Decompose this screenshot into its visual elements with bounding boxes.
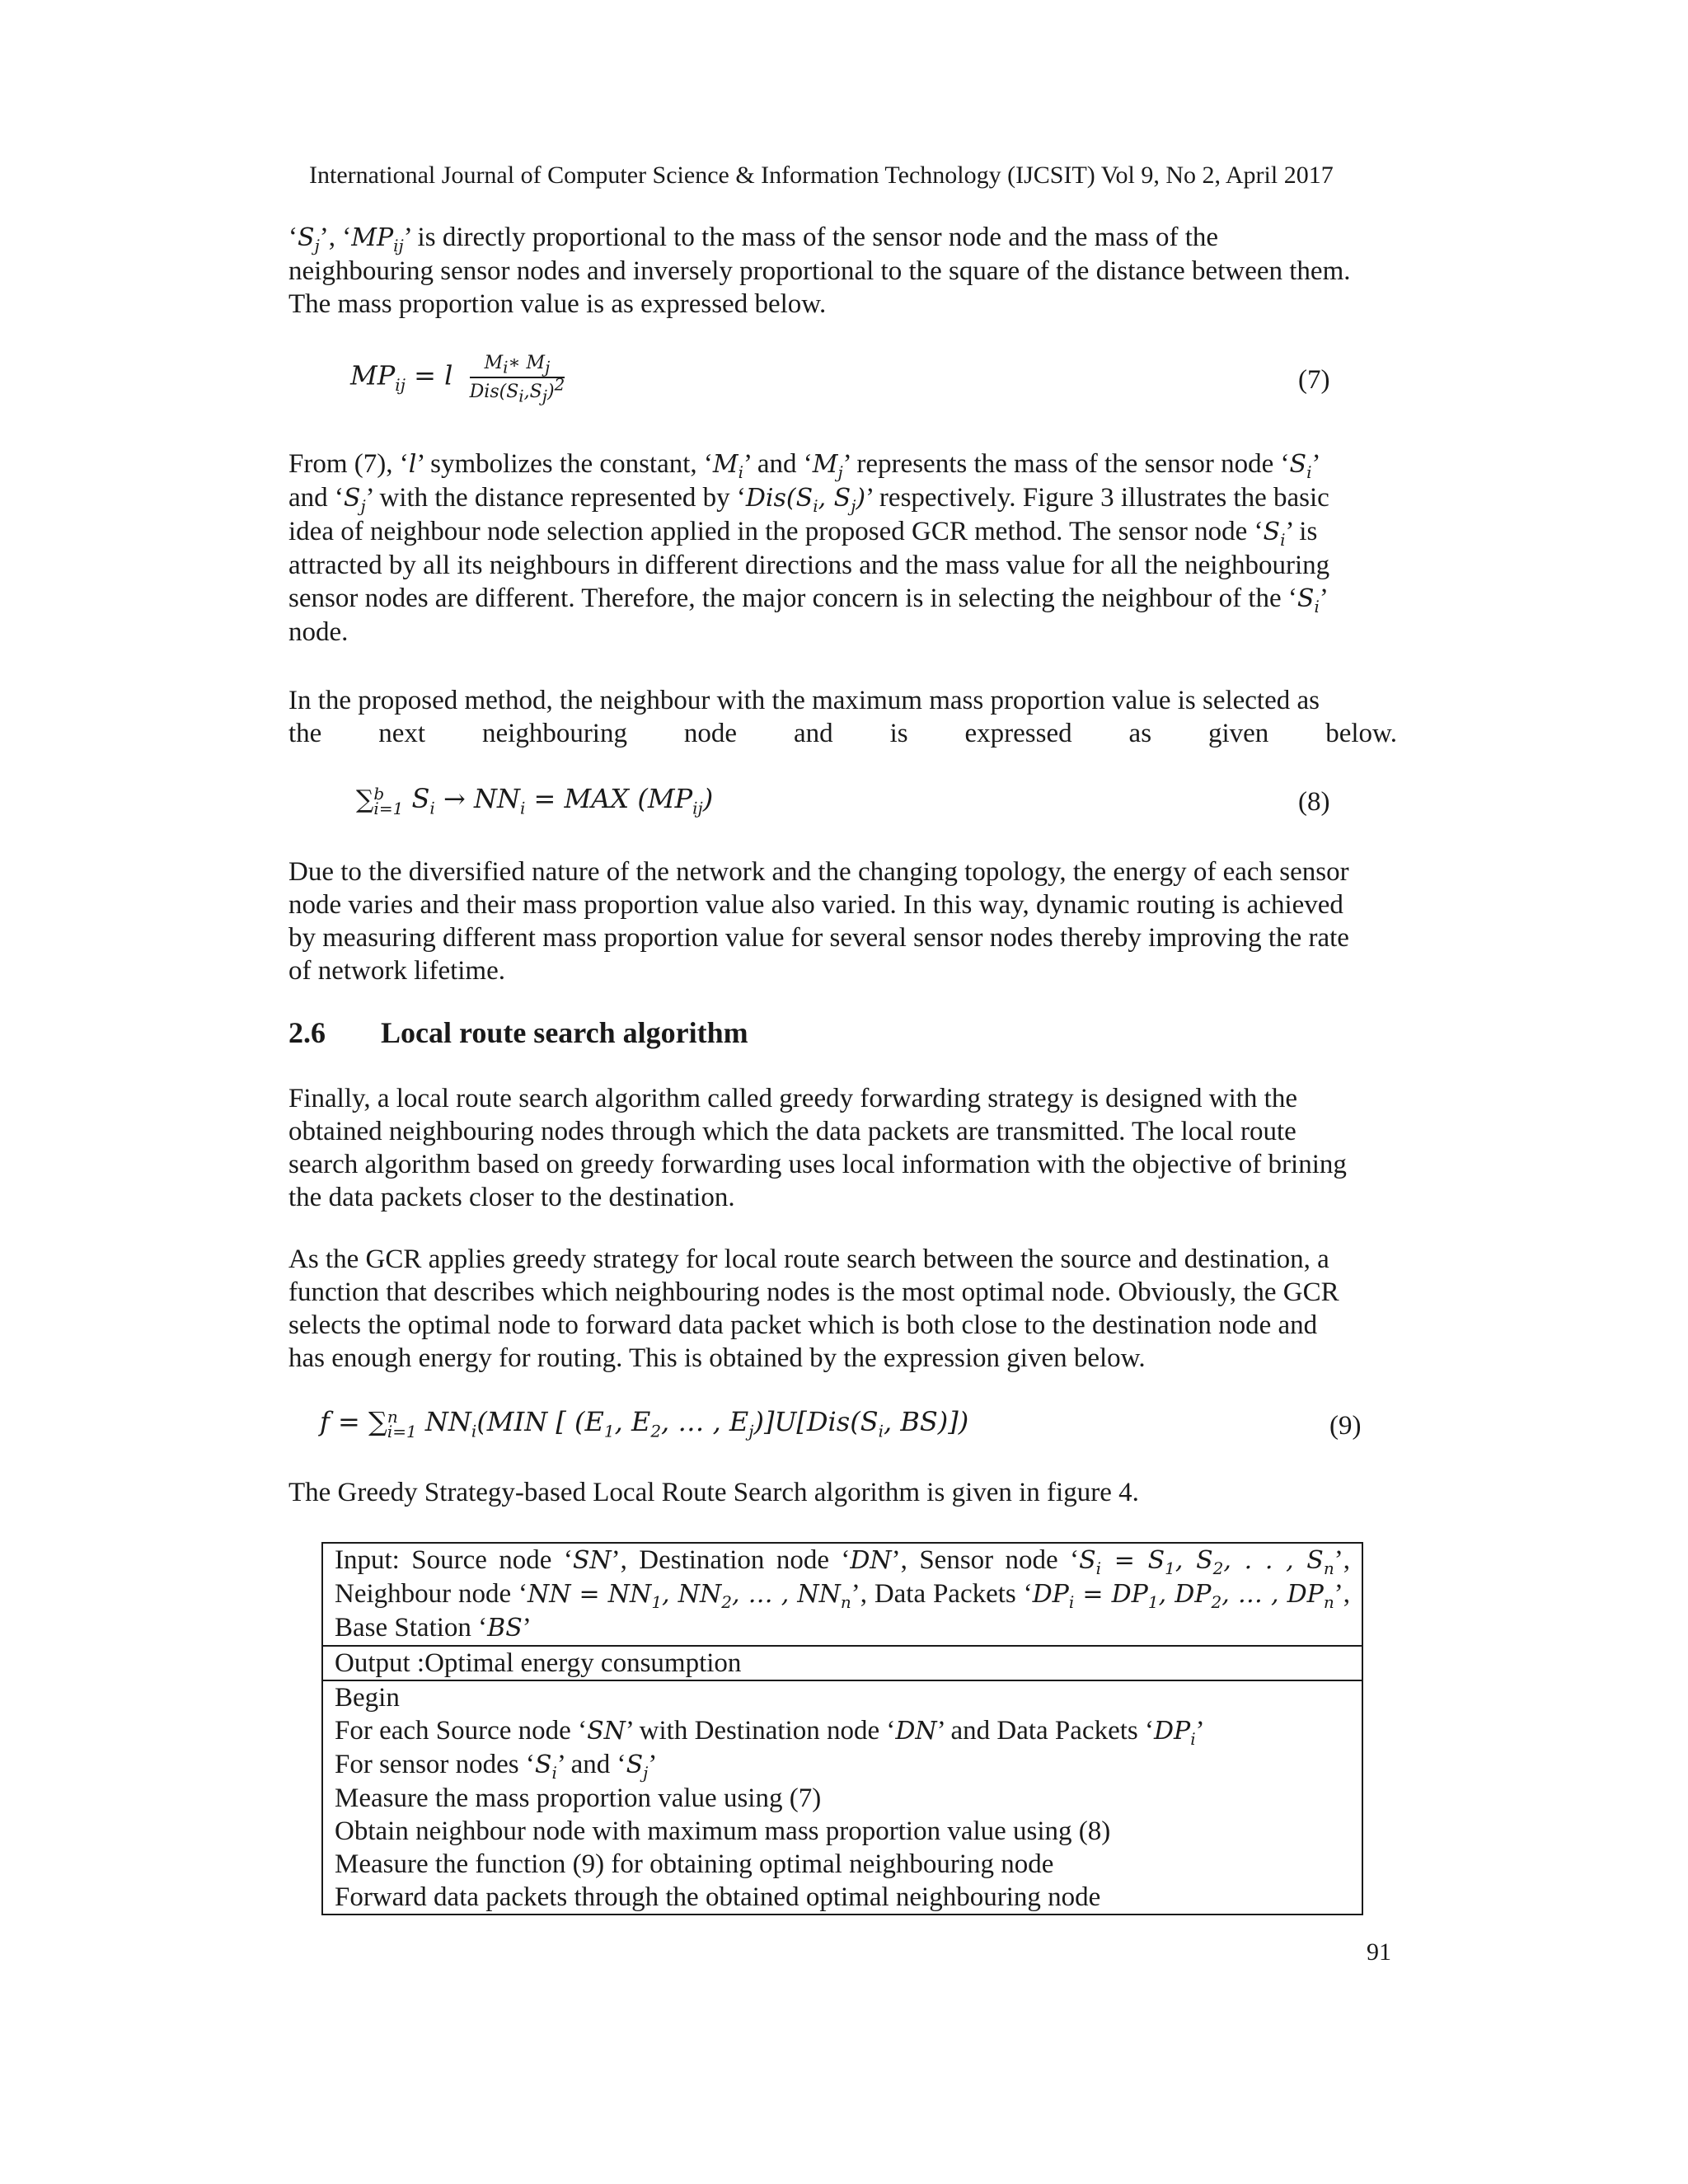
section-heading bbox=[288, 1015, 748, 1050]
paragraph-mass-proportion-intro: ‘$S_j$’, ‘$MP_{ij}$’ is directly proportional to the mass of the sensor node and the mass of the neighbouring sensor nodes and inversely proportional to the square of the distance between them. The mass proportion value is as expressed below. bbox=[288, 223, 1351, 319]
algorithm-output: Output :Optimal energy consumption bbox=[323, 1645, 1362, 1680]
equation-8-number: (8) bbox=[1298, 787, 1330, 817]
paragraph-max-mass-selection: In the proposed method, the neighbour with the maximum mass proportion value is selected as the next neighbouring node and is expressed as given below. bbox=[288, 686, 1397, 748]
page-number: 91 bbox=[1367, 1938, 1391, 1966]
paragraph-mass-definitions: From (7), ‘l’ symbolizes the constant, ‘$M_i$’ and ‘$M_j$’ represents the mass of the sensor node ‘$S_i$’ and ‘$S_j$’ with the distance represented by ‘$Dis(S_i$, $S_j$)’ respectively. Figure 3 illustrates the basic idea of neighbour node selection applied in the proposed GCR method. The sensor node ‘$S_i$’ is attracted by all its neighbours in different directions and the mass value for all the neighbouring sensor nodes are different. Therefore, the major concern is in selecting the neighbour of the ‘$S_i$’ node. bbox=[288, 449, 1330, 647]
equation-7-fraction: $\frac{M_i∗ M_j}{Dis(S_i,S_j)^2}$ bbox=[469, 353, 565, 406]
algorithm-box bbox=[321, 1542, 1363, 1915]
algorithm-step-begin: Begin bbox=[335, 1683, 400, 1713]
algorithm-input-line-1: Input: Source node ‘SN’, Destination node ‘DN’, Sensor node ‘$S_i = S_1$, $S_2$, . . , $S_n$’, bbox=[335, 1545, 1350, 1578]
section-number: 2.6 bbox=[288, 1016, 326, 1049]
paragraph-dynamic-routing: Due to the diversified nature of the network and the changing topology, the energy of each sensor node varies and their mass proportion value also varied. In this way, dynamic routing is achieved by measuring different mass proportion value for several sensor nodes thereby improving the rate of network lifetime. bbox=[288, 857, 1349, 986]
algorithm-step-3: Measure the mass proportion value using (7) bbox=[335, 1783, 822, 1813]
paragraph-figure-reference: The Greedy Strategy-based Local Route Search algorithm is given in figure 4. bbox=[288, 1478, 1139, 1507]
algorithm-input-line-3: Base Station ‘BS’ bbox=[335, 1613, 532, 1643]
algorithm-step-6: Forward data packets through the obtained optimal neighbouring node bbox=[335, 1882, 1101, 1912]
paragraph-greedy-forwarding: Finally, a local route search algorithm called greedy forwarding strategy is designed with the obtained neighbouring nodes through which the data packets are transmitted. The local route search algorithm based on greedy forwarding uses local information with the objective of brining the data packets closer to the destination. bbox=[288, 1084, 1347, 1212]
algorithm-step-1: For each Source node ‘SN’ with Destination node ‘DN’ and Data Packets ‘$DP_i$’ bbox=[335, 1716, 1205, 1749]
equation-7-number: (7) bbox=[1298, 365, 1330, 395]
equation-9: f = ∑ n i=1 $NN_i(MIN$ [ ($E_1$, $E_2$, … , $E_j)]U[Dis(S_i$, BS)]) bbox=[320, 1406, 969, 1441]
running-header: International Journal of Computer Science & Information Technology (IJCSIT) Vol 9, No 2, April 2017 bbox=[309, 162, 1334, 189]
paragraph-optimal-node-function: As the GCR applies greedy strategy for local route search between the source and destination, a function that describes which neighbouring nodes is the most optimal node. Obviously, the GCR selects the optimal node to forward data packet which is both close to the destination node and has enough energy for routing. This is obtained by the expression given below. bbox=[288, 1244, 1339, 1373]
algorithm-step-5: Measure the function (9) for obtaining optimal neighbouring node bbox=[335, 1849, 1054, 1879]
equation-9-number: (9) bbox=[1329, 1411, 1362, 1441]
algorithm-input bbox=[323, 1544, 1362, 1645]
equation-7: $MP_{ij} = l$ $\frac{M_i∗ M_j}{Dis(S_i,S_j)^2}$ bbox=[350, 353, 565, 406]
math-sj: $S_j$ bbox=[298, 223, 320, 255]
equation-8: ∑ b i=1 $S_i \to NN_i$ = MAX $(MP_{ij})$ bbox=[356, 783, 714, 818]
algorithm-steps bbox=[323, 1680, 1362, 1914]
algorithm-step-4: Obtain neighbour node with maximum mass proportion value using (8) bbox=[335, 1816, 1111, 1846]
algorithm-step-2: For sensor nodes ‘$S_i$’ and ‘$S_j$’ bbox=[335, 1750, 658, 1783]
math-mpij: $MP_{ij}$ bbox=[351, 223, 404, 255]
algorithm-input-line-2: Neighbour node ‘NN = $NN_1$, $NN_2$, … , $NN_n$’, Data Packets ‘$DP_i = DP_1$, $DP_2$, … , $DP_n$’, bbox=[335, 1579, 1350, 1612]
section-title: Local route search algorithm bbox=[381, 1016, 748, 1049]
